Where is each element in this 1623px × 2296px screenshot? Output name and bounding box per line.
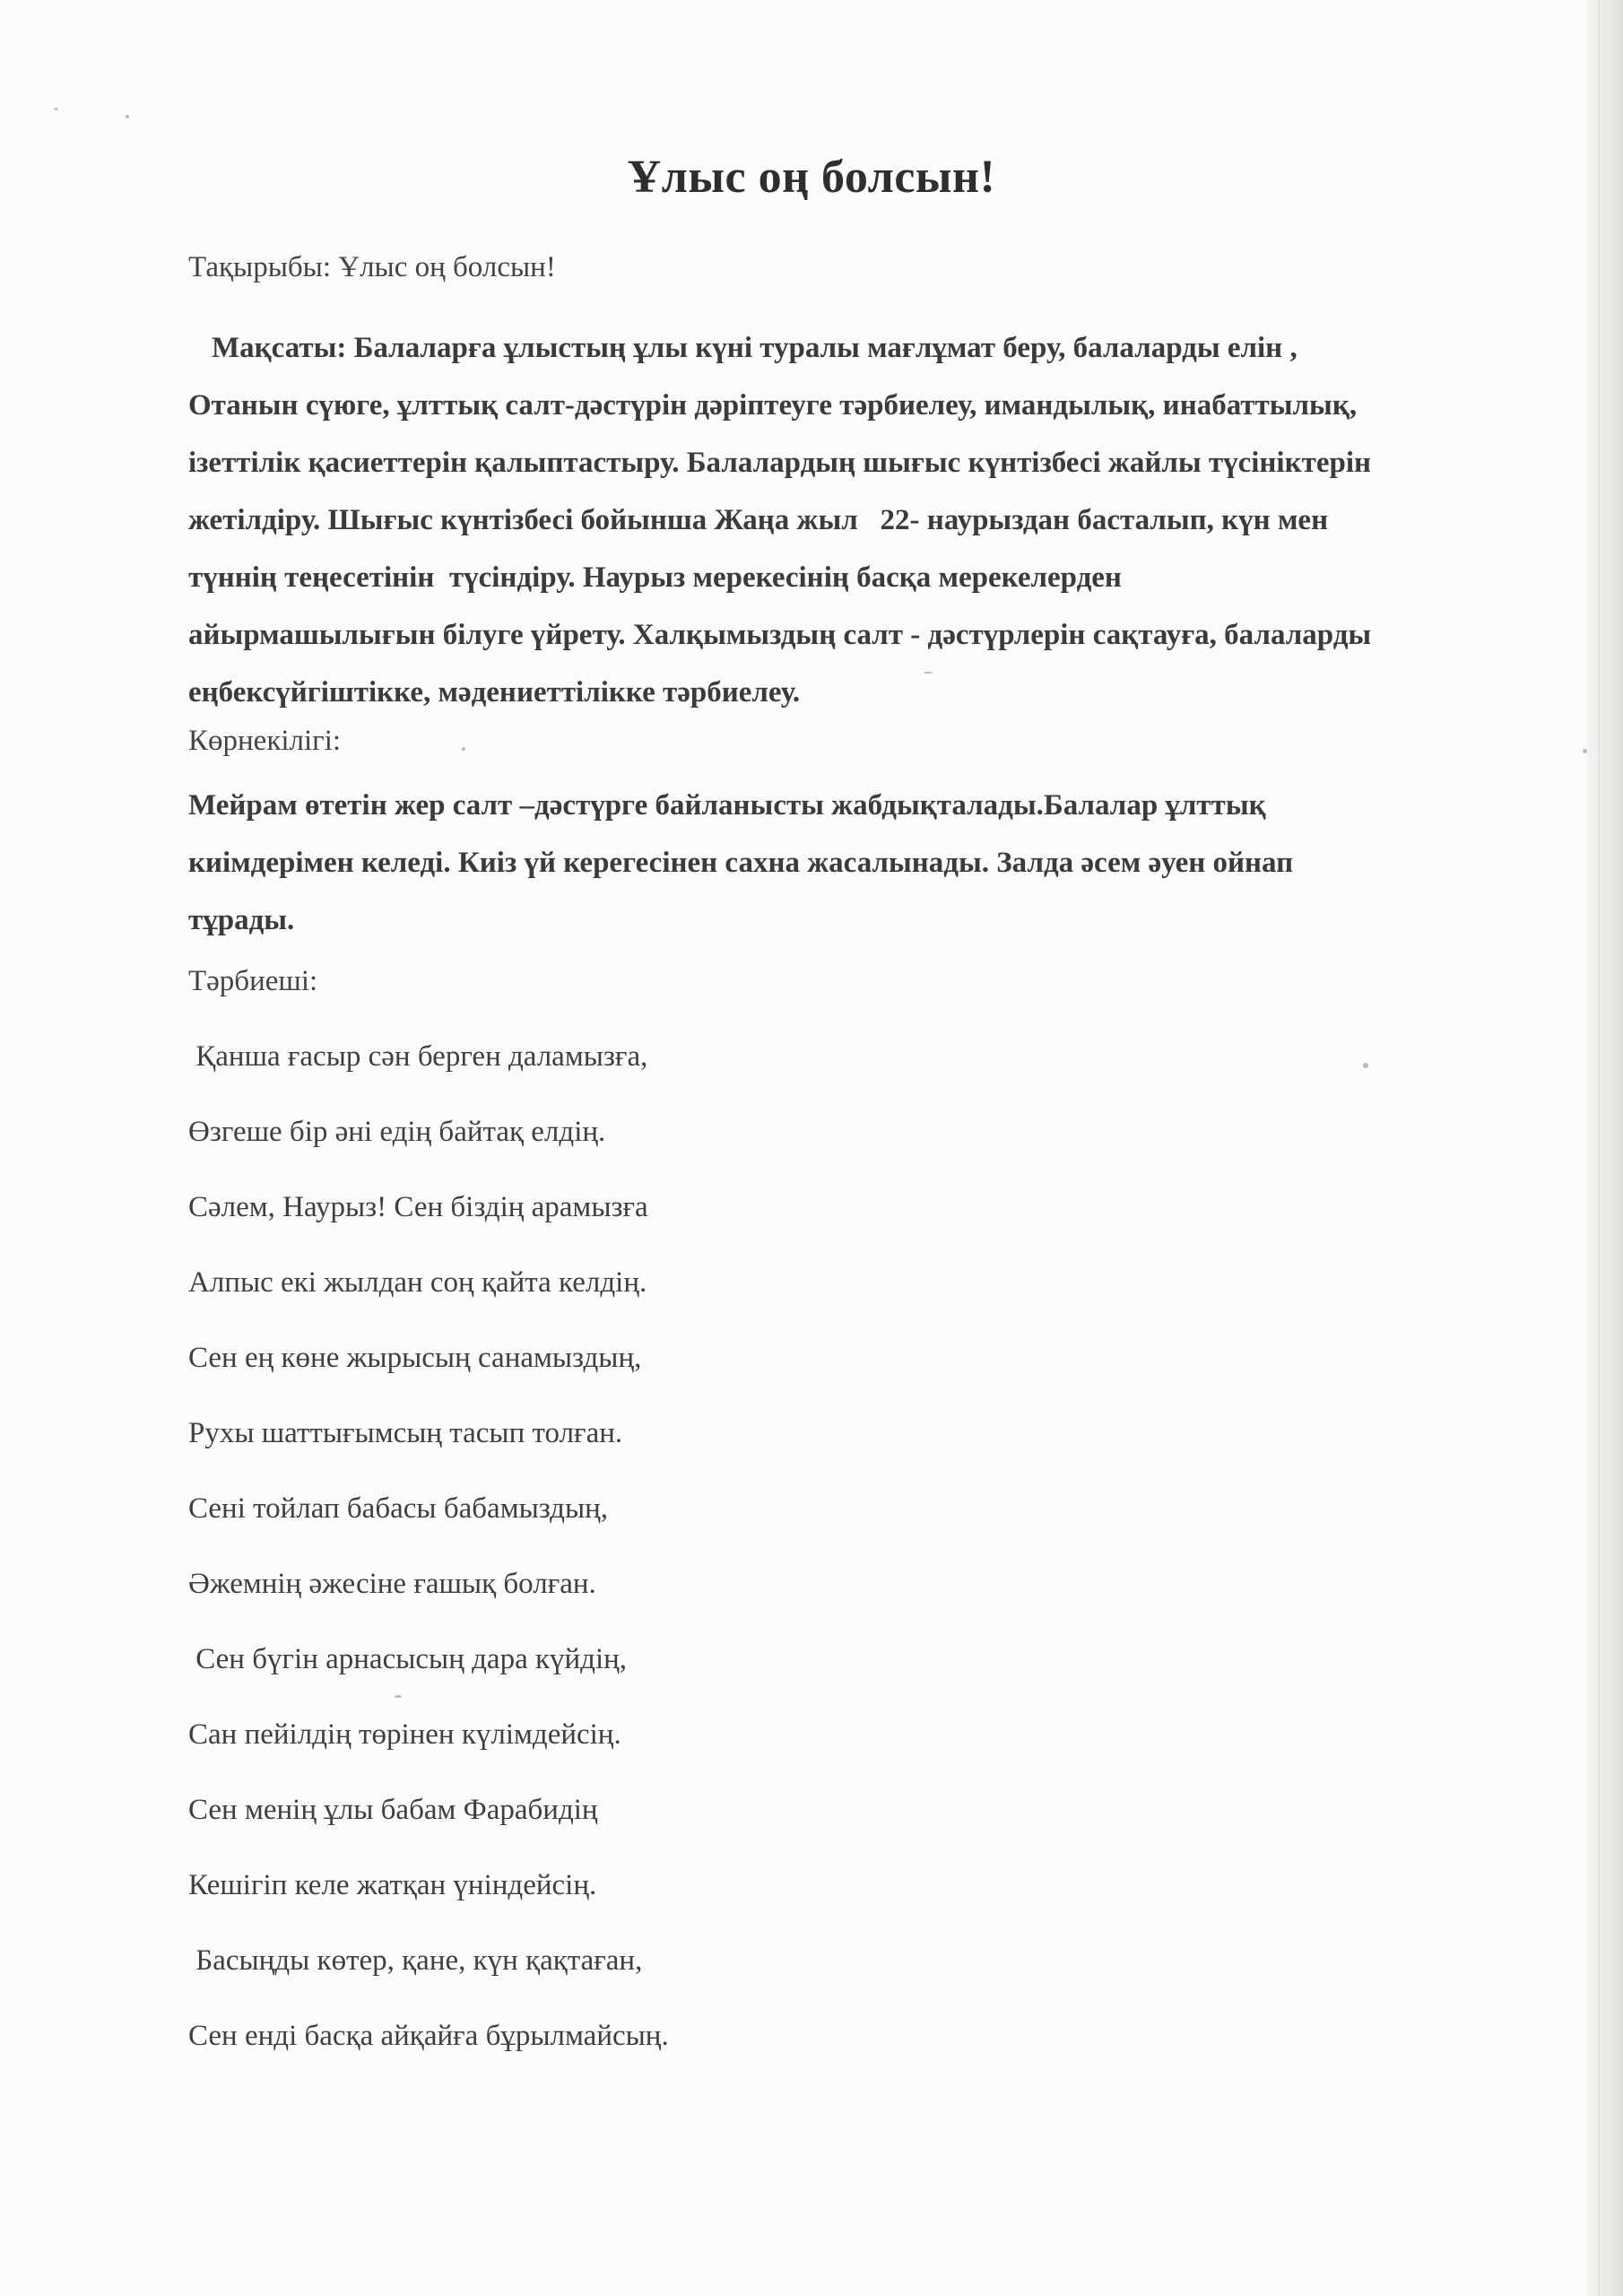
- poem-line: Қанша ғасыр сән берген даламызға,: [188, 1040, 648, 1073]
- poem-line: Сәлем, Наурыз! Сен біздің арамызға: [188, 1191, 648, 1223]
- scan-speck: [924, 672, 933, 674]
- page-title: Ұлыс оң болсын!: [627, 152, 996, 203]
- poem-line: Рухы шаттығымсың тасып толған.: [188, 1417, 623, 1449]
- poem-line: Өзгеше бір әні едің байтақ елдің.: [188, 1116, 606, 1148]
- visual-aids-paragraph: [188, 777, 1471, 949]
- poem-line: Сені тойлап бабасы бабамыздың,: [188, 1492, 609, 1525]
- scan-speck: [54, 108, 58, 110]
- page-edge-line: [1598, 0, 1600, 2296]
- poem-line: Сен бүгін арнасысың дара күйдің,: [188, 1643, 628, 1675]
- goal-label: Мақсаты:: [212, 332, 347, 364]
- goal-line-6: айырмашылығын білуге үйрету. Халқымыздың салт - дәстүрлерін сақтауға, балаларды: [188, 619, 1372, 651]
- scan-speck: [1363, 1063, 1368, 1068]
- poem-line: Алпыс екі жылдан соң қайта келдің.: [188, 1266, 647, 1299]
- poem-line: Әжемнің әжесіне ғашық болған.: [188, 1568, 596, 1600]
- poem-line: Сен енді басқа айқайға бұрылмайсың.: [188, 2020, 669, 2052]
- poem: [188, 1039, 1354, 2093]
- poem-line: Кешігіп келе жатқан үніндейсің.: [188, 1869, 597, 1901]
- visual-aids-label: Көрнекілігі:: [188, 725, 342, 757]
- scan-speck: [462, 747, 465, 751]
- poem-line: Сен ең көне жырысың санамыздың,: [188, 1342, 642, 1374]
- scan-speck: [126, 115, 129, 118]
- scan-speck: [1583, 749, 1587, 753]
- page-edge-shadow: [1587, 0, 1623, 2296]
- goal-paragraph: [188, 319, 1471, 721]
- goal-line-4: жетілдіру. Шығыс күнтізбесі бойынша Жаңа жыл 22- наурыздан басталып, күн мен: [188, 504, 1329, 536]
- scan-speck: [395, 1695, 402, 1698]
- visual-line-2: киімдерімен келеді. Киіз үй керегесінен сахна жасалынады. Залда әсем әуен ойнап: [188, 847, 1294, 879]
- poem-line: Басыңды көтер, қане, күн қақтаған,: [188, 1944, 643, 1977]
- goal-line-2: Отанын сүюге, ұлттық салт-дәстүрін дәріптеуге тәрбиелеу, имандылық, инабаттылық,: [188, 389, 1358, 422]
- visual-line-3: тұрады.: [188, 904, 295, 936]
- visual-line-1: Мейрам өтетін жер салт –дәстүрге байланысты жабдықталады.Балалар ұлттық: [188, 789, 1266, 822]
- topic-line: Тақырыбы: Ұлыс оң болсын!: [188, 251, 556, 283]
- goal-line-1: Мақсаты: Балаларға ұлыстың ұлы күні туралы мағлұмат беру, балаларды елін ,: [212, 332, 1298, 364]
- teacher-label: Тәрбиеші:: [188, 965, 318, 997]
- poem-line: Сен менің ұлы бабам Фарабидің: [188, 1794, 598, 1826]
- goal-line-7: еңбексүйгіштікке, мәдениеттілікке тәрбиелеу.: [188, 676, 801, 709]
- goal-line-5: түннің теңесетінін түсіндіру. Наурыз мерекесінің басқа мерекелерден: [188, 561, 1122, 594]
- poem-line: Сан пейілдің төрінен күлімдейсің.: [188, 1718, 621, 1751]
- goal-line-3: ізеттілік қасиеттерін қалыптастыру. Балалардың шығыс күнтізбесі жайлы түсініктерін: [188, 447, 1372, 479]
